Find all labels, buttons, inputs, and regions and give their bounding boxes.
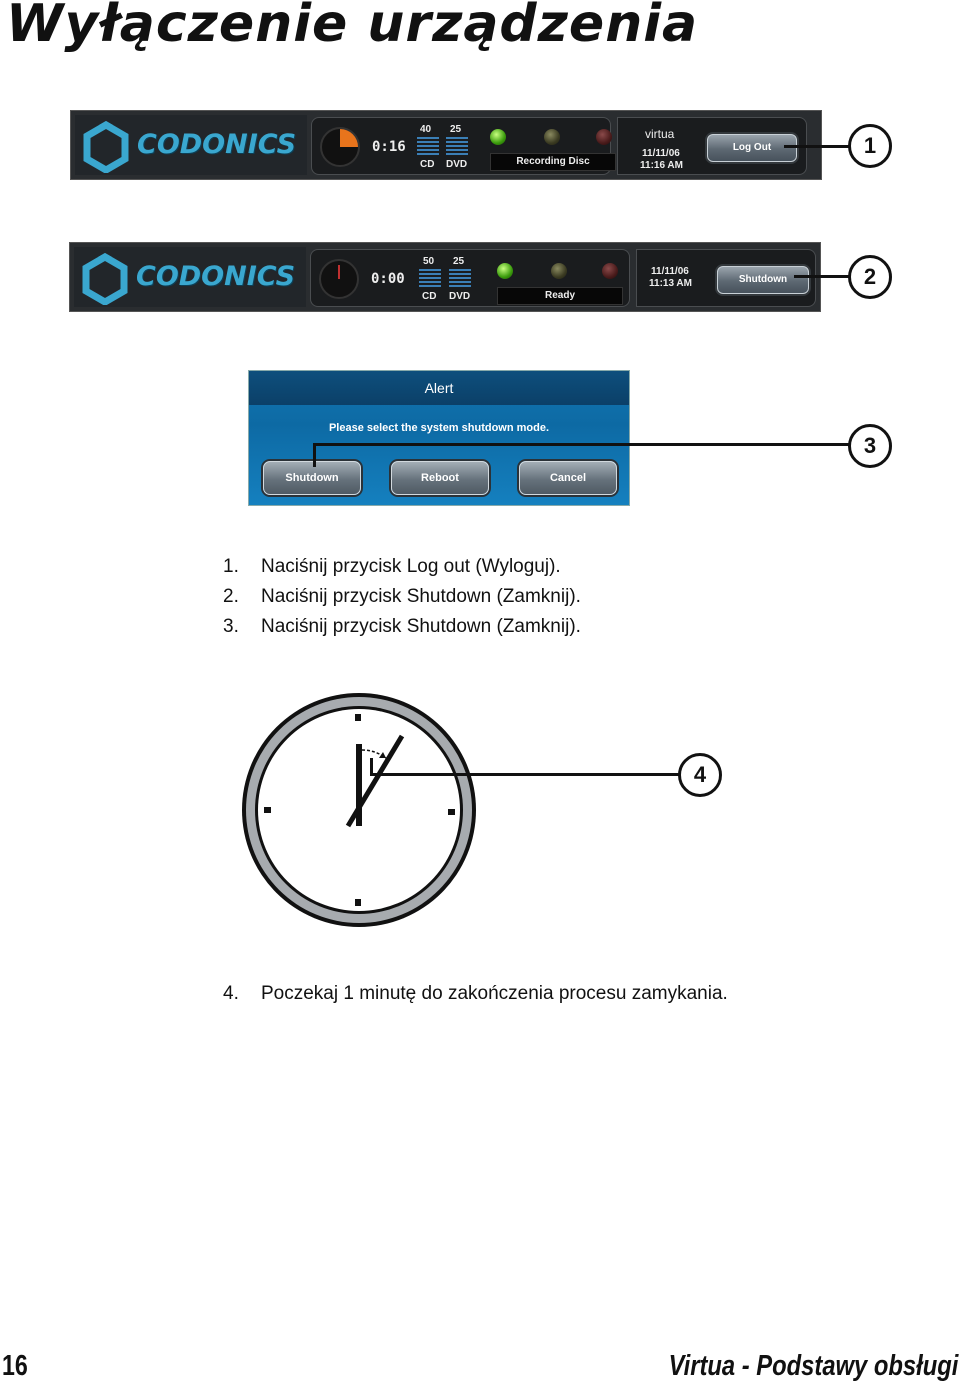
green-led-icon [490,129,506,145]
elapsed-timer: 0:16 [372,139,406,155]
step-3 [223,616,581,638]
user-panel [617,117,807,175]
codonics-logo [75,115,307,175]
cd-count: 40 [420,124,432,135]
status-text: Ready [497,287,623,305]
red-led-icon [602,263,618,279]
alert-title: Alert [424,380,454,396]
alert-cancel-button[interactable]: Cancel [519,461,617,495]
callout-line [313,443,316,467]
yellow-led-icon [551,263,567,279]
alert-dialog [248,370,630,506]
callout-line [794,275,850,278]
shutdown-button[interactable]: Shutdown [717,266,809,294]
callout-3: 3 [848,424,892,468]
step-text: Naciśnij przycisk Log out (Wyloguj). [261,556,561,577]
dial-needle-icon [338,265,340,279]
status-panel [310,249,630,307]
step-text: Poczekaj 1 minutę do zakończenia procesu zamykania. [261,983,728,1004]
callout-1: 1 [848,124,892,168]
step-number: 4. [223,983,239,1004]
date: 11/11/06 [642,148,680,159]
status-panel [311,117,611,175]
log-out-button[interactable]: Log Out [707,134,797,162]
step-number: 2. [223,586,239,607]
cd-count: 50 [423,256,435,267]
progress-dial [320,127,360,167]
page-number: 16 [2,1350,28,1382]
cd-label: CD [420,159,435,170]
green-led-icon [497,263,513,279]
step-number: 3. [223,616,239,637]
hexagon-logo-icon [82,253,128,305]
cd-level-icon [417,137,439,157]
callout-2: 2 [848,255,892,299]
date: 11/11/06 [651,266,689,277]
hexagon-logo-icon [83,121,129,173]
logo-text: CODONICS [137,129,297,160]
alert-message: Please select the system shutdown mode. [328,422,550,434]
callout-line [784,145,850,148]
alert-shutdown-button[interactable]: Shutdown [263,461,361,495]
cd-label: CD [422,291,437,302]
step-2 [223,586,581,608]
document-title: Virtua - Podstawy obsługi [668,1350,958,1382]
progress-dial [319,259,359,299]
toolbar-ready [69,242,821,312]
elapsed-timer: 0:00 [371,271,405,287]
step-1 [223,556,561,578]
callout-line [313,443,850,446]
step-text: Naciśnij przycisk Shutdown (Zamknij). [261,616,581,637]
logo-text: CODONICS [136,261,296,292]
cd-level-icon [419,269,441,289]
step-number: 1. [223,556,239,577]
yellow-led-icon [544,129,560,145]
step-4 [223,983,728,1005]
time: 11:16 AM [640,160,683,171]
toolbar-recording [70,110,822,180]
dvd-count: 25 [450,124,462,135]
dvd-level-icon [449,269,471,289]
callout-4: 4 [678,753,722,797]
clock-icon [230,680,490,940]
red-led-icon [596,129,612,145]
status-text: Recording Disc [490,153,616,171]
page-title: Wyłączenie urządzenia [6,0,699,54]
dvd-count: 25 [453,256,465,267]
datetime-panel [636,249,816,307]
step-text: Naciśnij przycisk Shutdown (Zamknij). [261,586,581,607]
dvd-label: DVD [446,159,468,170]
time: 11:13 AM [649,278,692,289]
alert-reboot-button[interactable]: Reboot [391,461,489,495]
callout-line [370,773,680,776]
dvd-label: DVD [449,291,471,302]
codonics-logo [74,247,306,307]
dvd-level-icon [446,137,468,157]
username: virtua [645,127,675,141]
alert-header [249,371,629,405]
